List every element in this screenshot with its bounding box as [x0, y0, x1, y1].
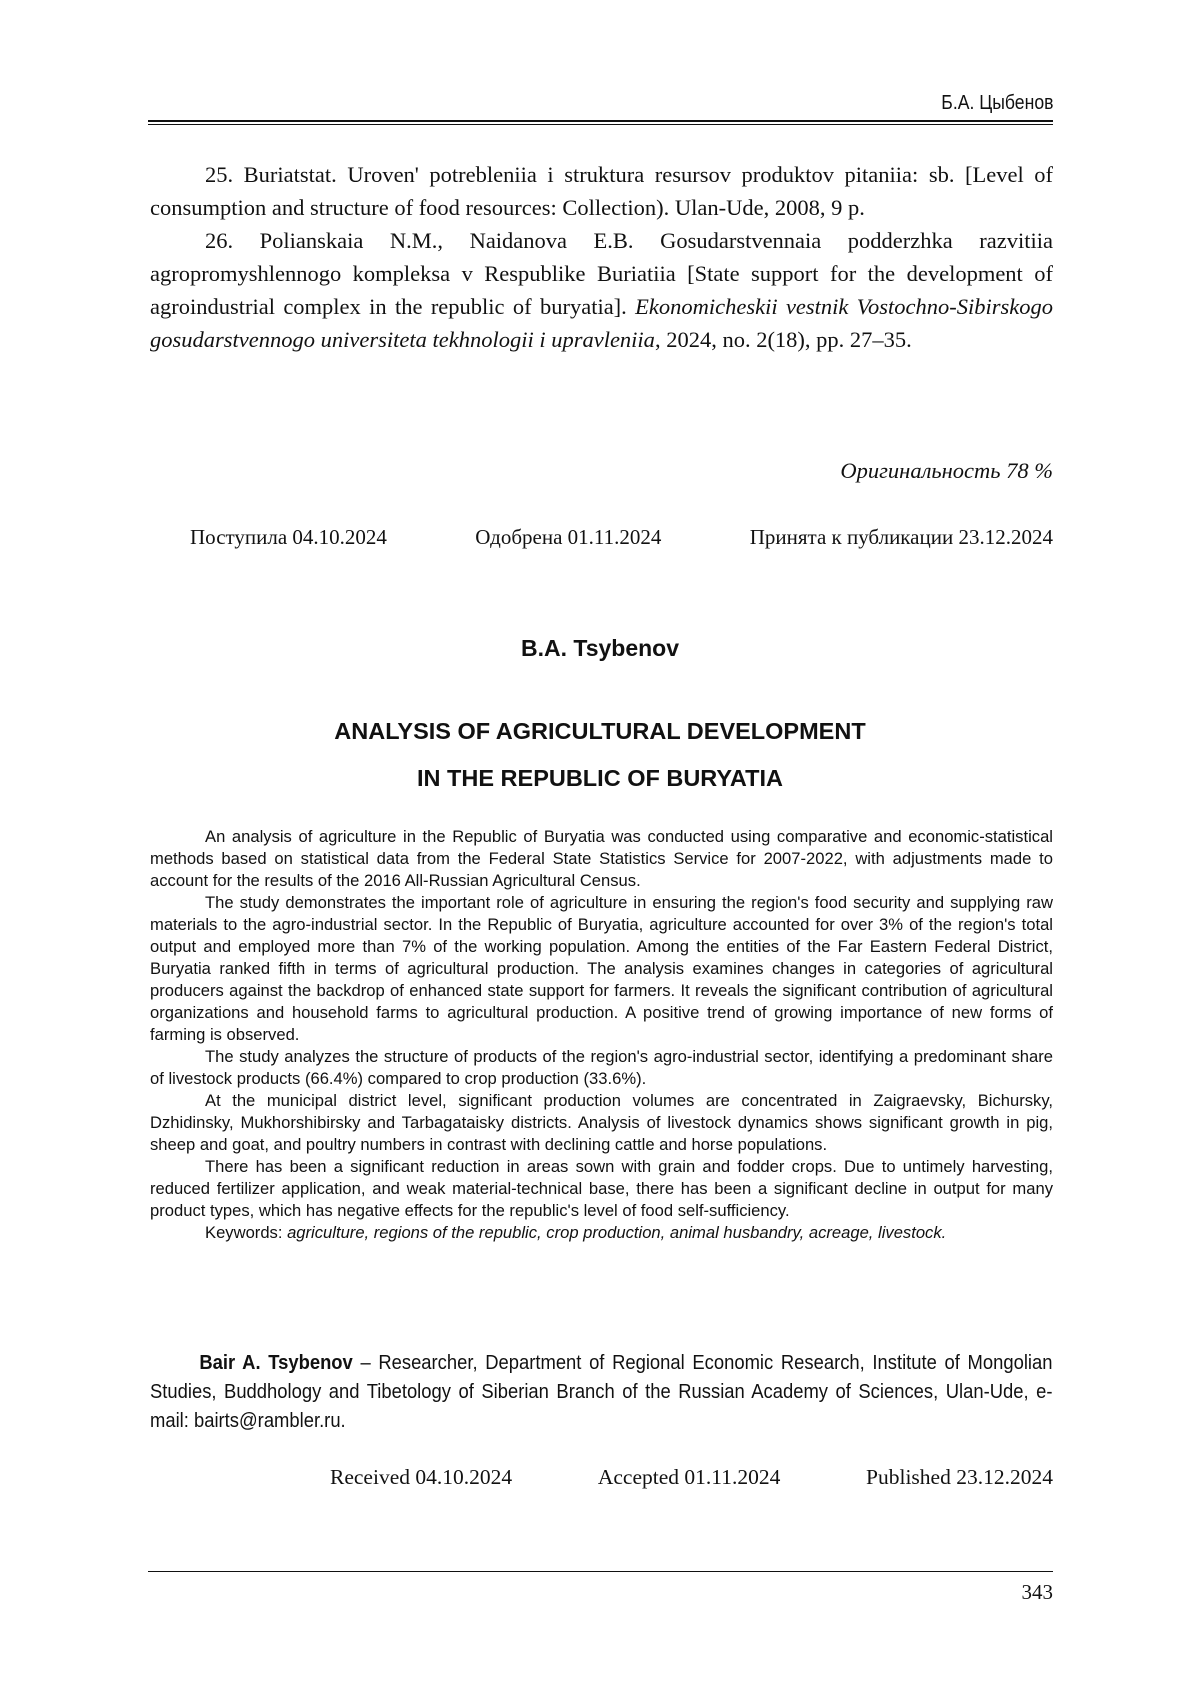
- keywords-terms: agriculture, regions of the republic, crop production, animal husbandry, acreage, livestock.: [287, 1223, 947, 1242]
- reference-item: [150, 158, 1053, 224]
- reference-text-after: , 2024, no. 2(18), pp. 27–35.: [654, 327, 912, 352]
- received-date-en: Received 04.10.2024: [330, 1465, 513, 1489]
- reference-text: 25. Buriatstat. Uroven' potrebleniia i struktura resursov produktov pitaniia: sb. [Level of consumption and structure of food resources: Collection). Ulan-Ude, 2008, 9 p.: [150, 162, 1053, 220]
- dates-english: [330, 1465, 1053, 1490]
- author-info: [150, 1348, 1052, 1435]
- article-title: [0, 708, 1200, 802]
- dates-russian: [190, 525, 1053, 550]
- page-header: [148, 90, 1053, 124]
- article-title-line: IN THE REPUBLIC OF BURYATIA: [416, 765, 783, 791]
- reference-list: [150, 158, 1053, 356]
- page-number: 343: [1021, 1580, 1053, 1604]
- abstract-paragraph: The study analyzes the structure of products of the region's agro-industrial sector, identifying a predominant share of livestock products (66.4%) compared to crop production (33.6%).: [150, 1047, 1053, 1088]
- running-head: Б.А. Цыбенов: [940, 92, 1053, 114]
- keywords-label: Keywords:: [205, 1223, 288, 1242]
- reference-journal: Ekonomicheskii vestnik Vostochno-Sibirskogo gosudarstvennogo universiteta tekhnologii i upravleniia: [150, 294, 1054, 352]
- author-name: Bair A. Tsybenov: [199, 1351, 353, 1374]
- keywords: [150, 1222, 1053, 1244]
- originality-note: Оригинальность 78 %: [840, 458, 1053, 483]
- abstract-paragraph: At the municipal district level, significant production volumes are concentrated in Zaigraevsky, Bichursky, Dzhidinsky, Mukhorshibirsky and Tarbagataisky districts. Analysis of livestock dynamics shows significant growth in pig, sheep and goat, and poultry numbers in contrast with declining cattle and horse populations.: [150, 1091, 1053, 1154]
- abstract-paragraph: There has been a significant reduction in areas sown with grain and fodder crops. Due to untimely harvesting, reduced fertilizer application, and weak material-technical base, there has been a significant decline in output for many product types, which has negative effects for the republic's level of food self-sufficiency.: [150, 1157, 1053, 1220]
- reference-item: [150, 224, 1053, 356]
- approved-date-ru: Одобрена 01.11.2024: [475, 525, 662, 549]
- published-date-en: Published 23.12.2024: [866, 1465, 1053, 1489]
- author-description: – Researcher, Department of Regional Economic Research, Institute of Mongolian Studies, Buddhology and Tibetology of Siberian Branch of the Russian Academy of Sciences, Ulan-Ude, e-mail: bairts@rambler.ru.: [150, 1351, 1053, 1432]
- article-author: B.A. Tsybenov: [520, 635, 680, 661]
- reference-text: 26. Polianskaia N.M., Naidanova E.B. Gosudarstvennaia podderzhka razvitiia agropromyshlennogo kompleksa v Respublike Buriatiia [State support for the development of agroindustrial complex in the republic of buryatia].: [150, 228, 1053, 319]
- article-title-line: ANALYSIS OF AGRICULTURAL DEVELOPMENT: [334, 718, 866, 744]
- abstract-paragraph: The study demonstrates the important role of agriculture in ensuring the region's food security and supplying raw materials to the agro-industrial sector. In the Republic of Buryatia, agriculture accounted for over 3% of the region's total output and employed more than 7% of the working population. Among the entities of the Far Eastern Federal District, Buryatia ranked fifth in terms of agricultural production. The analysis examines changes in categories of agricultural producers against the backdrop of enhanced state support for farmers. It reveals the significant contribution of agricultural organizations and household farms to agricultural production. A positive trend of growing importance of new forms of farming is observed.: [150, 893, 1053, 1044]
- received-date-ru: Поступила 04.10.2024: [190, 525, 387, 549]
- header-rule: [148, 120, 1053, 125]
- abstract-paragraph: An analysis of agriculture in the Republic of Buryatia was conducted using comparative and economic-statistical methods based on statistical data from the Federal State Statistics Service for 2007-2022, with adjustments made to account for the results of the 2016 All-Russian Agricultural Census.: [150, 827, 1053, 890]
- footer-rule: [148, 1571, 1053, 1572]
- accepted-date-en: Accepted 01.11.2024: [597, 1465, 781, 1489]
- abstract: [150, 826, 1053, 1244]
- accepted-date-ru: Принята к публикации 23.12.2024: [749, 525, 1053, 549]
